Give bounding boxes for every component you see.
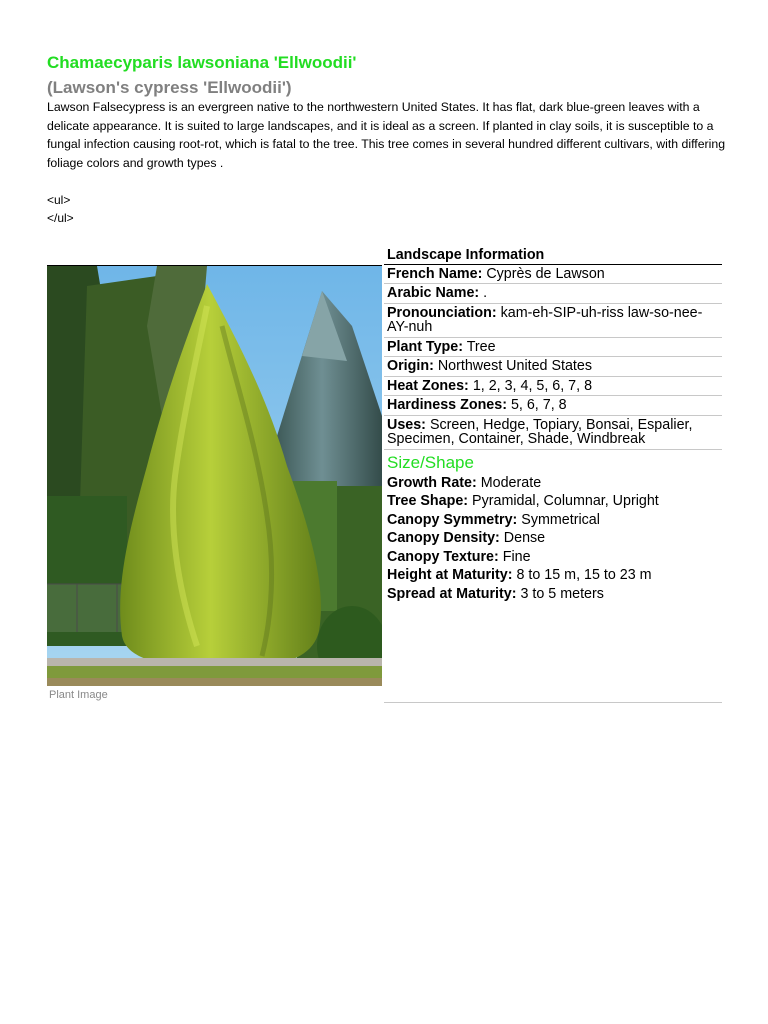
common-name: (Lawson's cypress 'Ellwoodii') <box>47 78 292 97</box>
row-label: Canopy Symmetry: <box>387 511 518 528</box>
row-height-at-maturity <box>384 566 722 585</box>
row-label: Hardiness Zones: <box>387 397 507 413</box>
row-hardiness-zones <box>384 396 722 416</box>
row-canopy-texture <box>384 548 722 567</box>
row-value: Dense <box>503 530 546 546</box>
row-value: Pyramidal, Columnar, Upright <box>472 493 659 509</box>
code-open-tag: <ul> <box>47 193 71 207</box>
row-label: Uses: <box>387 416 426 433</box>
row-label: Plant Type: <box>387 338 463 355</box>
row-growth-rate <box>384 474 722 493</box>
row-value: Screen, Hedge, Topiary, Bonsai, Espalier, Specimen, Container, Shade, Windbreak <box>387 416 693 447</box>
row-label: Origin: <box>387 358 434 374</box>
row-pronounciation <box>384 304 722 338</box>
row-origin <box>384 357 722 377</box>
row-value: Cyprès de Lawson <box>486 265 605 282</box>
row-canopy-density <box>384 529 722 548</box>
row-label: Arabic Name: <box>387 285 480 301</box>
row-label: Growth Rate: <box>387 474 477 491</box>
row-french-name <box>384 265 722 285</box>
landscape-info-header: Landscape Information <box>384 246 722 265</box>
row-label: Spread at Maturity: <box>387 585 517 602</box>
image-caption: Plant Image <box>49 689 108 701</box>
landscape-info-table <box>384 246 722 603</box>
plant-image <box>47 265 382 686</box>
table-bottom-divider <box>384 702 722 703</box>
row-heat-zones <box>384 377 722 397</box>
row-label: Height at Maturity: <box>387 567 513 583</box>
code-close-tag: </ul> <box>47 211 74 225</box>
plant-description: Lawson Falsecypress is an evergreen native to the northwestern United States. It has flat, dark blue-green leaves with a delicate appearance. It is suited to large landscapes, and it is ideal as a screen. If planted in clay soils, it is susceptible to a fungal infection causing root-rot, which is fatal to the tree. This tree comes in several hundred different cultivars, with differing foliage colors and growth types . <box>47 100 726 170</box>
row-uses <box>384 416 722 450</box>
row-value: 3 to 5 meters <box>520 585 604 602</box>
row-label: Canopy Density: <box>387 530 500 546</box>
row-label: Tree Shape: <box>387 493 469 509</box>
row-value: Tree <box>466 338 496 355</box>
row-value: Fine <box>502 548 531 565</box>
row-plant-type <box>384 338 722 358</box>
row-tree-shape <box>384 492 722 511</box>
row-value: kam-eh-SIP-uh-riss law-so-nee-AY-nuh <box>387 304 703 335</box>
row-value: 8 to 15 m, 15 to 23 m <box>516 567 652 583</box>
row-label: Heat Zones: <box>387 377 469 394</box>
size-shape-header: Size/Shape <box>387 452 474 472</box>
row-value: . <box>483 285 488 301</box>
row-value: 1, 2, 3, 4, 5, 6, 7, 8 <box>472 377 593 394</box>
row-label: Pronounciation: <box>387 304 497 321</box>
row-label: Canopy Texture: <box>387 548 499 565</box>
row-spread-at-maturity <box>384 585 722 604</box>
row-arabic-name <box>384 284 722 304</box>
plant-title: Chamaecyparis lawsoniana 'Ellwoodii' <box>47 53 357 72</box>
row-label: French Name: <box>387 265 483 282</box>
row-value: Northwest United States <box>437 358 593 374</box>
row-canopy-symmetry <box>384 511 722 530</box>
row-value: Symmetrical <box>521 511 600 528</box>
row-value: Moderate <box>480 474 542 491</box>
row-value: 5, 6, 7, 8 <box>510 397 567 413</box>
